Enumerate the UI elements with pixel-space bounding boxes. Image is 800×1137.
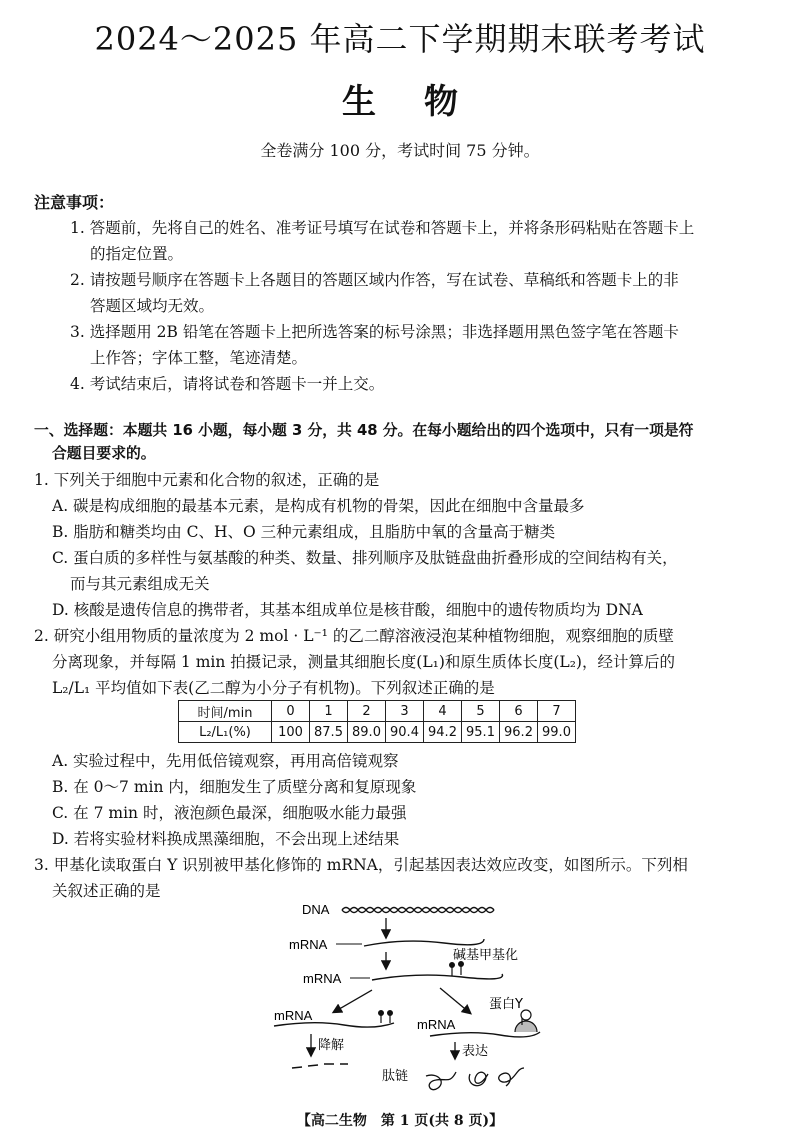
degradation-label: 降解 bbox=[318, 1038, 345, 1053]
notice-item: 4. 考试结束后，请将试卷和答题卡一并上交。 bbox=[70, 375, 385, 393]
degradation-branch-arrow bbox=[334, 990, 372, 1012]
table-cell: 90.4 bbox=[386, 722, 424, 743]
table-cell: 1 bbox=[310, 701, 348, 722]
table-cell: 100 bbox=[272, 722, 310, 743]
q3-stem-cont: 关叙述正确的是 bbox=[52, 882, 161, 900]
notice-item: 上作答；字体工整，笔迹清楚。 bbox=[90, 349, 308, 367]
table-cell: 0 bbox=[272, 701, 310, 722]
mrna-strand bbox=[274, 1023, 394, 1027]
table-cell: 87.5 bbox=[310, 722, 348, 743]
q2-option-a: A. 实验过程中，先用低倍镜观察，再用高倍镜观察 bbox=[52, 752, 399, 770]
q2-stem: 2. 研究小组用物质的量浓度为 2 mol · L⁻¹ 的乙二醇溶液浸泡某种植物细胞，观察细胞的质壁 bbox=[34, 627, 674, 645]
q1-stem: 1. 下列关于细胞中元素和化合物的叙述，正确的是 bbox=[34, 471, 380, 489]
dna-helix bbox=[342, 908, 494, 913]
dna-label: DNA bbox=[302, 902, 330, 917]
q2-stem-cont: L₂/L₁ 平均值如下表(乙二醇为小分子有机物)。下列叙述正确的是 bbox=[52, 679, 495, 697]
exam-info: 全卷满分 100 分，考试时间 75 分钟。 bbox=[260, 141, 540, 160]
q2-option-c: C. 在 7 min 时，液泡颜色最深，细胞吸水能力最强 bbox=[52, 804, 407, 822]
table-cell: 4 bbox=[424, 701, 462, 722]
notice-item: 的指定位置。 bbox=[90, 245, 184, 263]
notice-item: 3. 选择题用 2B 铅笔在答题卡上把所选答案的标号涂黑；非选择题用黑色签字笔在答题卡 bbox=[70, 323, 679, 341]
notice-item: 答题区域均无效。 bbox=[90, 297, 215, 315]
table-cell: 3 bbox=[386, 701, 424, 722]
q2-option-b: B. 在 0～7 min 内，细胞发生了质壁分离和复原现象 bbox=[52, 778, 417, 796]
table-header: 时间/min bbox=[179, 701, 272, 722]
section-heading: 一、选择题：本题共 16 小题，每小题 3 分，共 48 分。在每小题给出的四个选项中，只有一项是符 bbox=[34, 422, 694, 439]
mrna-label: mRNA bbox=[289, 937, 328, 952]
q1-option-c: C. 蛋白质的多样性与氨基酸的种类、数量、排列顺序及肽链盘曲折叠形成的空间结构有关， bbox=[52, 549, 678, 567]
mrna-label: mRNA bbox=[303, 971, 342, 986]
section-heading-cont: 合题目要求的。 bbox=[52, 445, 156, 462]
q2-option-d: D. 若将实验材料换成黑藻细胞，不会出现上述结果 bbox=[52, 830, 400, 848]
methyl-group-marks bbox=[379, 1011, 393, 1023]
table-cell: 94.2 bbox=[424, 722, 462, 743]
protein-y-label: 蛋白Y bbox=[489, 997, 523, 1012]
mrna-label: mRNA bbox=[274, 1008, 313, 1023]
q1-option-c-cont: 而与其元素组成无关 bbox=[70, 575, 210, 593]
degraded-fragments bbox=[292, 1064, 348, 1068]
methyl-group-marks bbox=[450, 962, 464, 976]
notice-item: 1. 答题前，先将自己的姓名、准考证号填写在试卷和答题卡上，并将条形码粘贴在答题卡上 bbox=[70, 219, 695, 237]
expression-label: 表达 bbox=[462, 1044, 489, 1059]
table-cell: 2 bbox=[348, 701, 386, 722]
expression-branch-arrow bbox=[440, 988, 470, 1013]
peptide-label: 肽链 bbox=[382, 1069, 409, 1084]
protein-y-shape bbox=[515, 1010, 537, 1032]
mrna-strand bbox=[372, 974, 503, 980]
q2-stem-cont: 分离现象，并每隔 1 min 拍摄记录，测量其细胞长度(L₁)和原生质体长度(L₂)，经计算后的 bbox=[52, 653, 675, 671]
exam-title: 2024～2025 年高二下学期期末联考考试 bbox=[94, 20, 706, 58]
table-cell: 6 bbox=[500, 701, 538, 722]
table-cell: 99.0 bbox=[538, 722, 576, 743]
q3-stem: 3. 甲基化读取蛋白 Y 识别被甲基化修饰的 mRNA，引起基因表达效应改变，如图所示。下列相 bbox=[34, 856, 688, 874]
page-footer: 【高二生物 第 1 页(共 8 页)】 bbox=[296, 1113, 504, 1129]
q1-option-a: A. 碳是构成细胞的最基本元素，是构成有机物的骨架，因此在细胞中含量最多 bbox=[52, 497, 585, 515]
table-cell: 5 bbox=[462, 701, 500, 722]
table-cell: 89.0 bbox=[348, 722, 386, 743]
table-cell: 96.2 bbox=[500, 722, 538, 743]
table-cell: 7 bbox=[538, 701, 576, 722]
notice-item: 2. 请按题号顺序在答题卡上各题目的答题区域内作答，写在试卷、草稿纸和答题卡上的非 bbox=[70, 271, 679, 289]
methylation-label: 碱基甲基化 bbox=[453, 948, 519, 963]
mrna-strand bbox=[364, 939, 484, 946]
table-header: L₂/L₁(%) bbox=[179, 722, 272, 743]
q1-option-d: D. 核酸是遗传信息的携带者，其基本组成单位是核苷酸，细胞中的遗传物质均为 DNA bbox=[52, 601, 643, 619]
peptide-chains bbox=[426, 1068, 524, 1090]
mrna-strand bbox=[430, 1032, 540, 1037]
subject-title: 生物 bbox=[342, 82, 506, 122]
table-cell: 95.1 bbox=[462, 722, 500, 743]
q1-option-b: B. 脂肪和糖类均由 C、H、O 三种元素组成，且脂肪中氧的含量高于糖类 bbox=[52, 523, 556, 541]
notice-heading: 注意事项： bbox=[34, 193, 115, 212]
mrna-label: mRNA bbox=[417, 1017, 456, 1032]
